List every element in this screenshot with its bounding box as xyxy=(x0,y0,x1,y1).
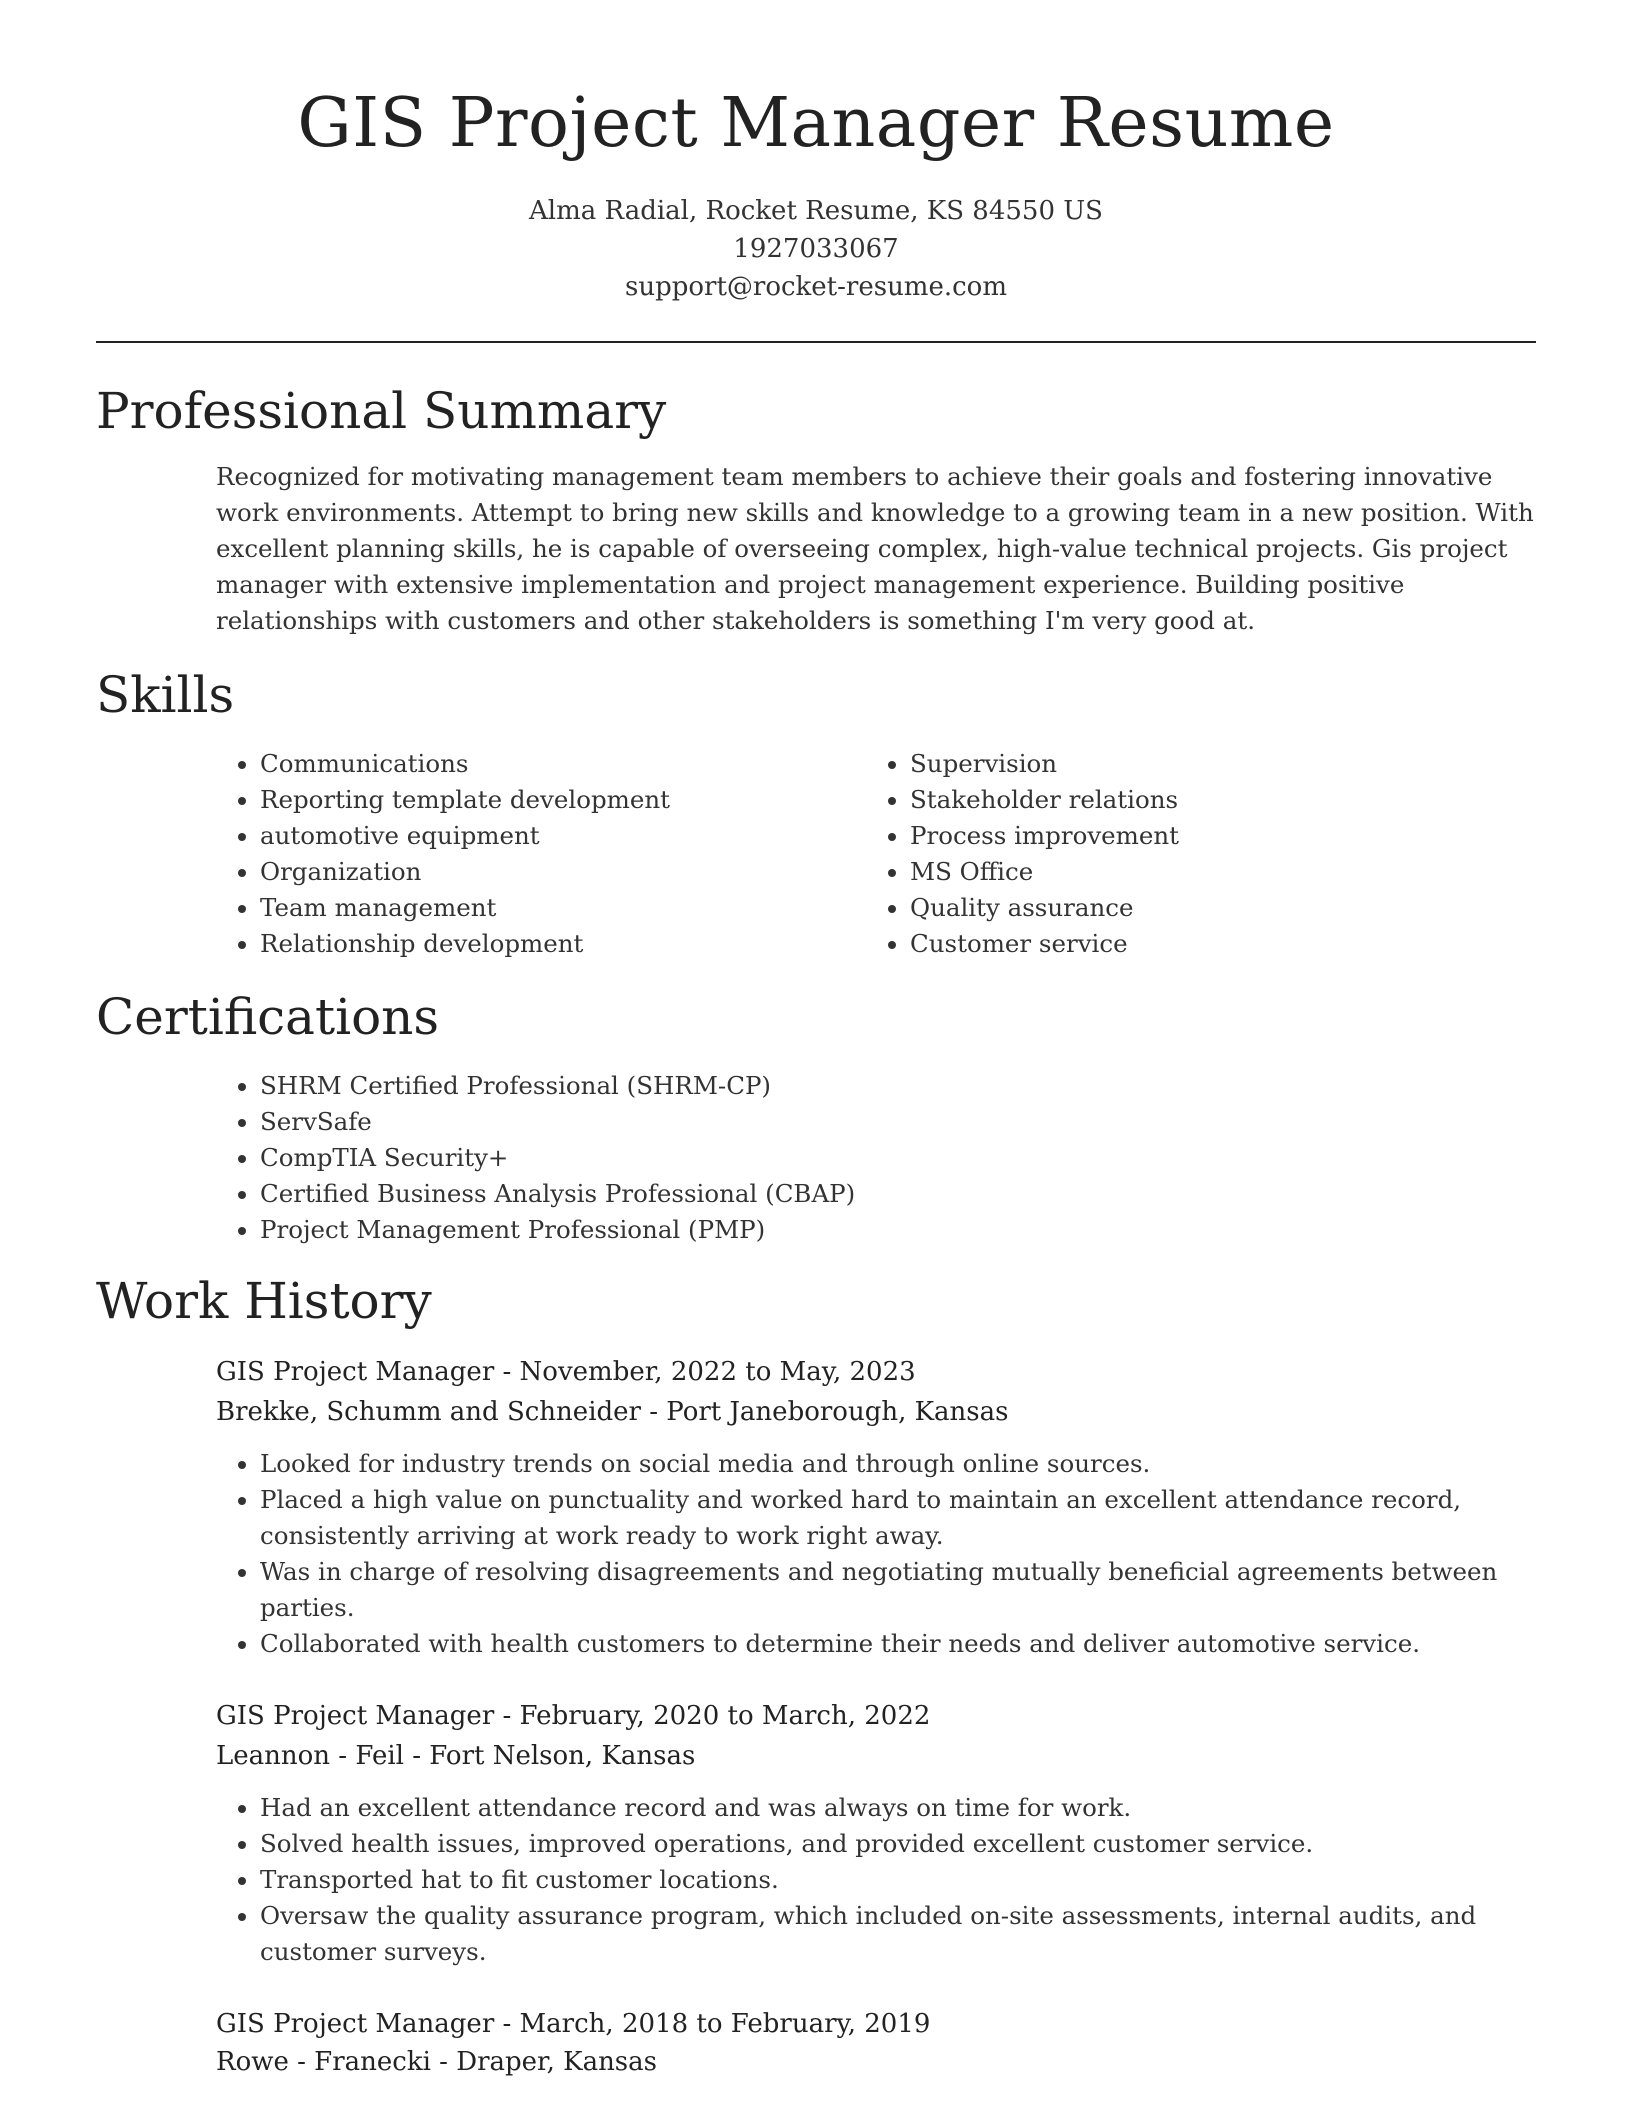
skills-heading: Skills xyxy=(96,666,235,724)
job-bullet: • Looked for industry trends on social media and through online sources. xyxy=(260,1446,1580,1482)
job-title-line: GIS Project Manager - November, 2022 to May, 2023 xyxy=(216,1357,916,1387)
certification-item: • SHRM Certified Professional (SHRM-CP) xyxy=(260,1068,1460,1104)
job-title-line: GIS Project Manager - February, 2020 to March, 2022 xyxy=(216,1701,931,1731)
skill-item: • Organization xyxy=(260,854,820,890)
certifications-heading: Certifications xyxy=(96,988,440,1046)
skill-item: • Quality assurance xyxy=(910,890,1510,926)
job-bullet: • Solved health issues, improved operations, and provided excellent customer service. xyxy=(260,1826,1580,1862)
certification-item: • ServSafe xyxy=(260,1104,1460,1140)
header-divider xyxy=(96,341,1536,343)
job-bullet: • Was in charge of resolving disagreements and negotiating mutually beneficial agreements between parties. xyxy=(260,1554,1580,1626)
certifications-list xyxy=(216,1068,1460,1248)
skill-item: • automotive equipment xyxy=(260,818,820,854)
skill-item: • Relationship development xyxy=(260,926,820,962)
skill-item: • Process improvement xyxy=(910,818,1510,854)
skills-list-left xyxy=(216,746,820,962)
job-bullet: • Had an excellent attendance record and was always on time for work. xyxy=(260,1790,1580,1826)
contact-phone: 1927033067 xyxy=(733,234,899,264)
skill-item: • Supervision xyxy=(910,746,1510,782)
certification-item: • Certified Business Analysis Professional (CBAP) xyxy=(260,1176,1460,1212)
skills-list-right xyxy=(866,746,1510,962)
skill-item: • Customer service xyxy=(910,926,1510,962)
job-bullets xyxy=(216,1790,1580,1970)
job-bullet: • Collaborated with health customers to determine their needs and deliver automotive service. xyxy=(260,1626,1580,1662)
work-history-heading: Work History xyxy=(96,1272,432,1330)
skill-item: • Stakeholder relations xyxy=(910,782,1510,818)
job-company-line: Leannon - Feil - Fort Nelson, Kansas xyxy=(216,1741,696,1771)
skill-item: • Reporting template development xyxy=(260,782,820,818)
job-company-line: Rowe - Franecki - Draper, Kansas xyxy=(216,2047,657,2077)
job-bullet: • Oversaw the quality assurance program, which included on-site assessments, internal audits, and customer surveys. xyxy=(260,1898,1580,1970)
contact-email: support@rocket-resume.com xyxy=(624,272,1007,302)
job-title-line: GIS Project Manager - March, 2018 to February, 2019 xyxy=(216,2009,931,2039)
job-bullets xyxy=(216,1446,1580,1662)
certification-item: • Project Management Professional (PMP) xyxy=(260,1212,1460,1248)
job-company-line: Brekke, Schumm and Schneider - Port Janeborough, Kansas xyxy=(216,1397,1009,1427)
resume-title: GIS Project Manager Resume xyxy=(297,84,1335,163)
summary-text: Recognized for motivating management team members to achieve their goals and fostering innovative work environments. Attempt to bring new skills and knowledge to a growing team in a new position. With excellent planning skills, he is capable of overseeing complex, high-value technical projects. Gis project manager with extensive implementation and project management experience. Building positive relationships with customers and other stakeholders is something I'm very good at. xyxy=(216,462,1534,635)
contact-address: Alma Radial, Rocket Resume, KS 84550 US xyxy=(529,196,1103,226)
skill-item: • Team management xyxy=(260,890,820,926)
certification-item: • CompTIA Security+ xyxy=(260,1140,1460,1176)
skill-item: • Communications xyxy=(260,746,820,782)
summary-heading: Professional Summary xyxy=(96,382,667,440)
contact-block xyxy=(96,192,1536,306)
job-bullet: • Placed a high value on punctuality and worked hard to maintain an excellent attendance record, consistently arriving at work ready to work right away. xyxy=(260,1482,1580,1554)
job-bullet: • Transported hat to fit customer locations. xyxy=(260,1862,1580,1898)
skill-item: • MS Office xyxy=(910,854,1510,890)
